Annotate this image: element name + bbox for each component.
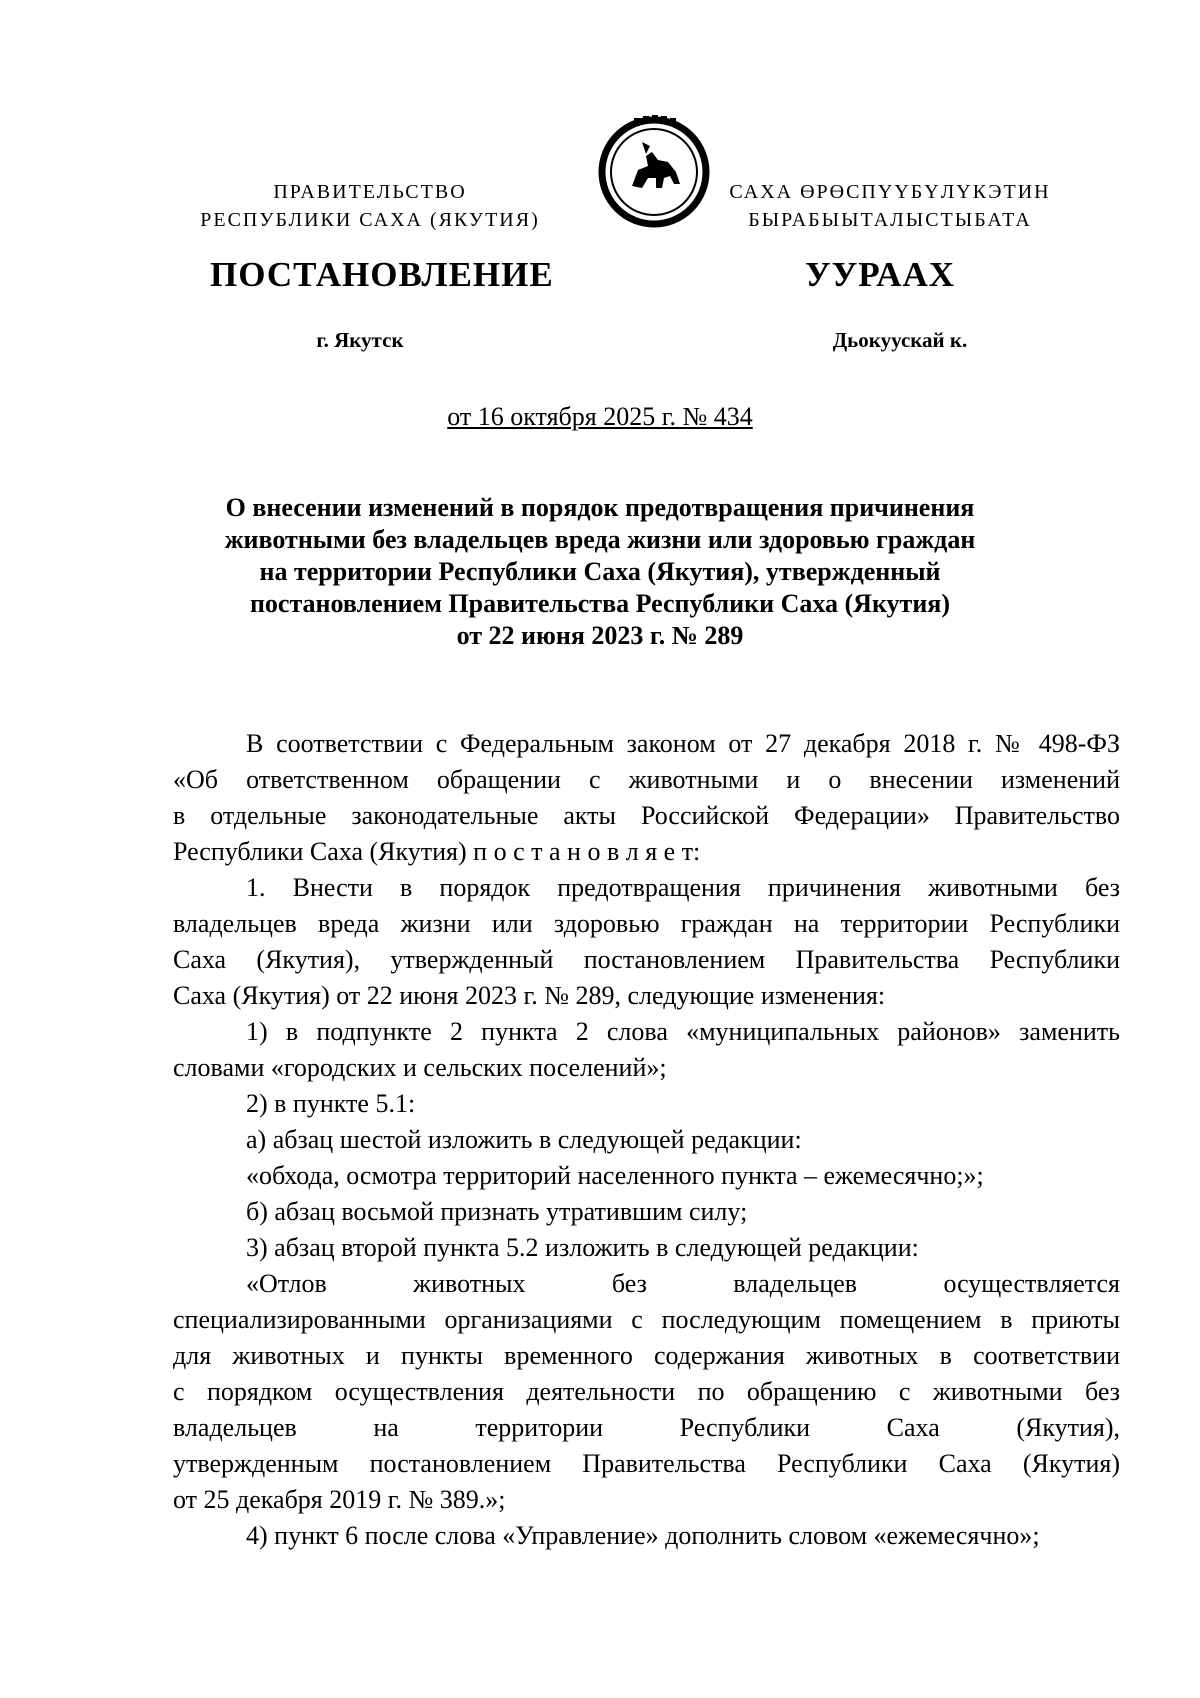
body-line: от 25 декабря 2019 г. № 389.»; [173,1485,506,1514]
title-line: от 22 июня 2023 г. № 289 [456,621,744,650]
date-number-line [300,402,900,432]
title-line: постановлением Правительства Республики Саха (Якутия) [249,589,951,618]
body-line: «Отлов животных без владельцев осуществляется [246,1269,1120,1298]
body-line: Саха (Якутия), утвержденный постановлением Правительства Республики [173,945,1120,974]
header-right-block [680,178,1100,234]
place-sah: Дьокуускай к. [832,328,968,352]
body-line: словами «городских и сельских поселений»; [173,1053,667,1082]
place-ru: г. Якутск [316,328,404,352]
body-line: для животных и пункты временного содержания животных в соответствии [173,1341,1120,1370]
body-line: владельцев вреда жизни или здоровью граждан на территории Республики [173,909,1120,938]
body-line: Саха (Якутия) от 22 июня 2023 г. № 289, следующие изменения: [173,981,886,1010]
body-line: 4) пункт 6 после слова «Управление» дополнить словом «ежемесячно»; [246,1521,1040,1550]
body-line: «обхода, осмотра территорий населенного пункта – ежемесячно;»; [246,1161,984,1190]
header-right-line1: САХА ӨРӨСПҮҮБҮЛҮКЭТИН [729,181,1051,203]
document-title [190,492,1010,652]
body-line: владельцев на территории Республики Саха (Якутия), [173,1413,1120,1442]
title-line: О внесении изменений в порядок предотвращения причинения [225,493,975,522]
body-line: 3) абзац второй пункта 5.2 изложить в следующей редакции: [246,1233,919,1262]
body-line: утвержденным постановлением Правительства Республики Саха (Якутия) [173,1449,1120,1478]
header-left-line2: РЕСПУБЛИКИ САХА (ЯКУТИЯ) [200,209,540,231]
body-line: а) абзац шестой изложить в следующей редакции: [246,1125,802,1154]
body-line: 1) в подпункте 2 пункта 2 слова «муниципальных районов» заменить [246,1017,1120,1046]
doc-type-ru: ПОСТАНОВЛЕНИЕ [210,255,554,294]
body-line: б) абзац восьмой признать утратившим силу; [246,1197,748,1226]
date-number-text: от 16 октября 2025 г. № 434 [447,402,753,431]
body-line: «Об ответственном обращении с животными и о внесении изменений [173,765,1120,794]
document-body [173,726,1120,1554]
body-line: с порядком осуществления деятельности по обращению с животными без [173,1377,1120,1406]
header-right-line2: БЫРАБЫЫТАЛЫСТЫБАТА [748,209,1032,231]
title-line: животными без владельцев вреда жизни или здоровью граждан [224,525,976,554]
header-left-block [160,178,580,234]
doc-type-sah: УУРААХ [804,255,956,294]
body-line: Республики Саха (Якутия) п о с т а н о в л я е т: [173,837,701,866]
header-left-line1: ПРАВИТЕЛЬСТВО [273,181,467,203]
body-line: 2) в пункте 5.1: [246,1089,416,1118]
title-line: на территории Республики Саха (Якутия), утвержденный [259,557,941,586]
body-line: 1. Внести в порядок предотвращения причинения животными без [246,873,1120,902]
body-line: специализированными организациями с последующим помещением в приюты [173,1305,1120,1334]
body-line: в отдельные законодательные акты Российской Федерации» Правительство [173,801,1120,830]
body-line: В соответствии с Федеральным законом от 27 декабря 2018 г. № 498-ФЗ [246,729,1120,758]
